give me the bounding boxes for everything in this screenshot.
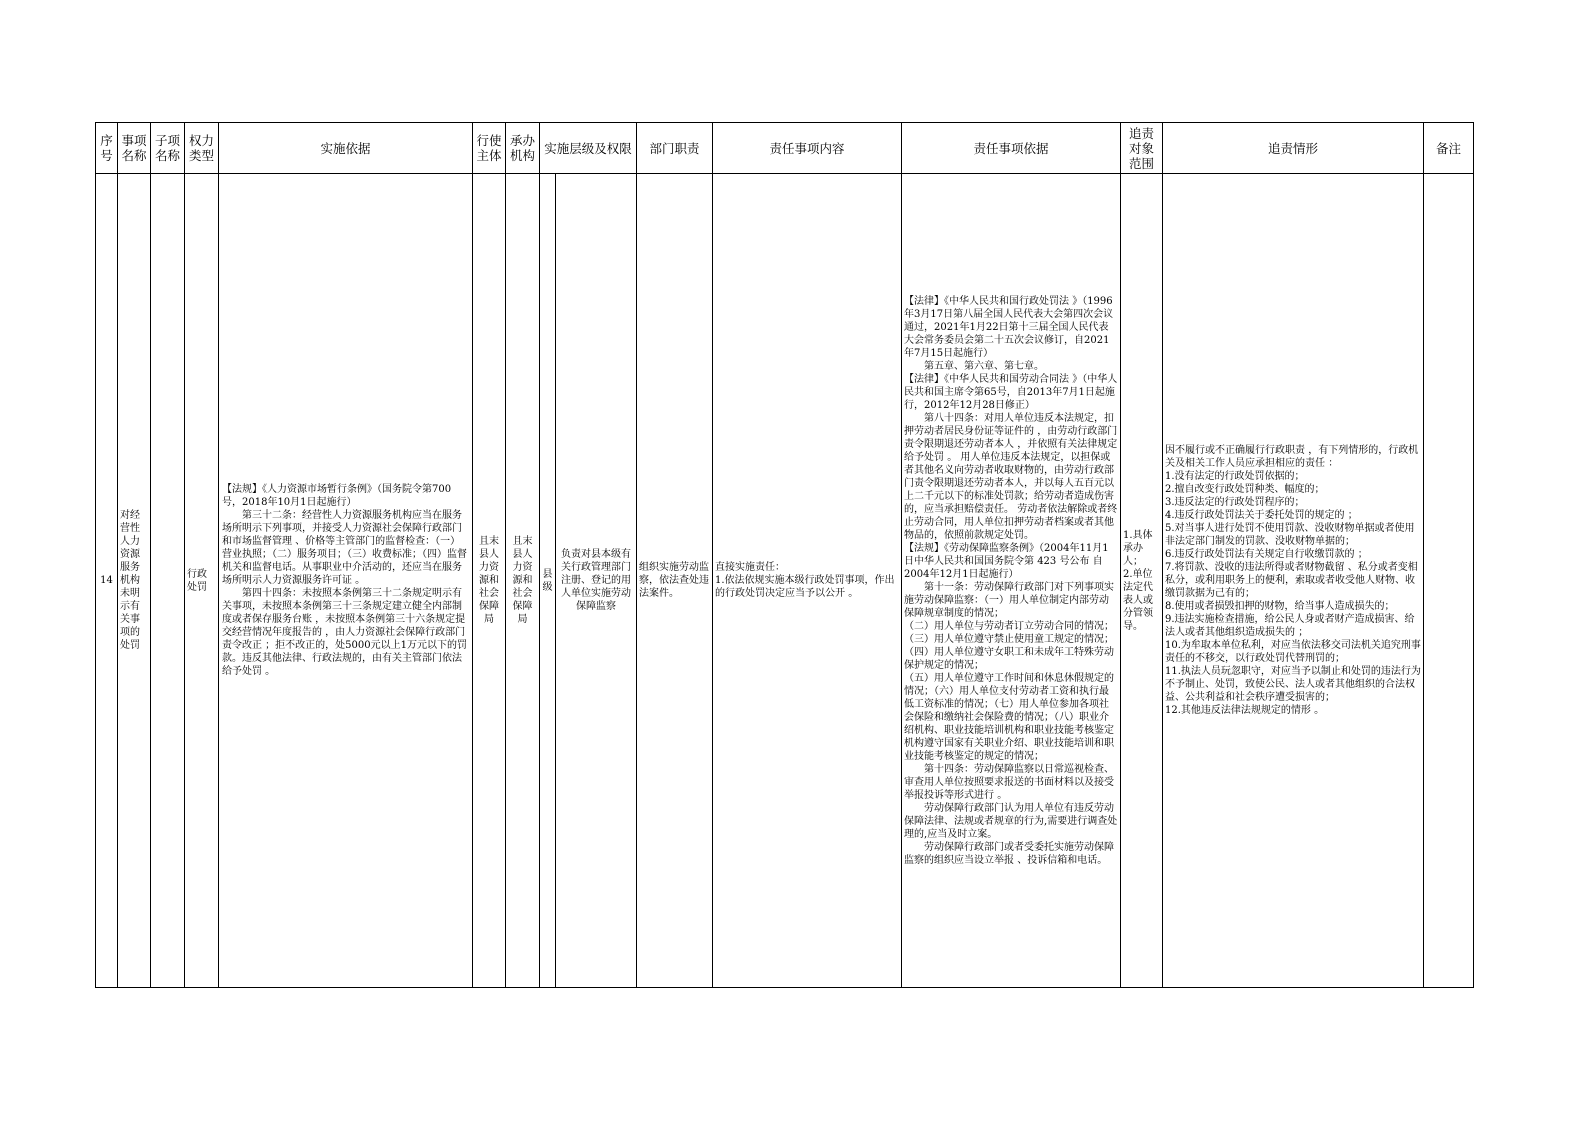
header-item-name: 事项名称 [118, 123, 151, 174]
header-row [96, 123, 1474, 174]
header-organ: 承办机构 [506, 123, 540, 174]
cell-power-type: 行政处罚 [185, 174, 219, 988]
cell-organ: 且末县人力资源和社会保障局 [506, 174, 540, 988]
cell-remark [1424, 174, 1474, 988]
cell-dept-duty: 组织实施劳动监察，依法查处违法案件。 [637, 174, 713, 988]
header-resp-content: 责任事项内容 [713, 123, 902, 174]
accountability-table [95, 122, 1474, 988]
cell-item-name: 对经营性人力资源服务机构未明示有关事项的处罚 [118, 174, 151, 988]
header-dept-duty: 部门职责 [637, 123, 713, 174]
cell-sub-item-name [151, 174, 185, 988]
cell-seq: 14 [96, 174, 118, 988]
header-account-scope: 追责对象范围 [1121, 123, 1163, 174]
header-level: 实施层级及权限 [540, 123, 637, 174]
header-power-type: 权力类型 [185, 123, 219, 174]
cell-resp-content: 直接实施责任： 1.依法依规实施本级行政处罚事项，作出的行政处罚决定应当予以公开 。 [713, 174, 902, 988]
cell-level-power: 负责对县本级有关行政管理部门注册、登记的用人单位实施劳动保障监察 [556, 174, 637, 988]
cell-account-scope: 1.具体承办人； 2.单位法定代表人或分管领导。 [1121, 174, 1163, 988]
cell-subject: 且末县人力资源和社会保障局 [473, 174, 506, 988]
header-resp-basis: 责任事项依据 [902, 123, 1121, 174]
header-subject: 行使主体 [473, 123, 506, 174]
header-account-cases: 追责情形 [1163, 123, 1424, 174]
cell-basis: 【法规】《人力资源市场暂行条例》（国务院令第700号，2018年10月1日起施行） 第三十二条：经营性人力资源服务机构应当在服务场所明示下列事项，并接受人力资源社会保障行政部门和市场监督管理 、价格等主管部门的监督检查：（一）营业执照；（二）服务项目；（三）收费标准；（四）监督机关和监督电话。从事职业中介活动的，还应当在服务场所明示人力资源服务许可证 。 第四十四条：未按照本条例第三十二条规定明示有关事项，未按照本条例第三十三条规定建立健全内部制度或者保存服务台账 ，未按照本条例第三十六条规定提交经营情况年度报告的 ，由人力资源社会保障行政部门责令改正 ；拒不改正的，处5000元以上1万元以下的罚款。违反其他法律、行政法规的，由有关主管部门依法给予处罚 。 [219, 174, 473, 988]
header-seq: 序号 [96, 123, 118, 174]
cell-level-name: 县级 [540, 174, 556, 988]
header-sub-item-name: 子项名称 [151, 123, 185, 174]
header-basis: 实施依据 [219, 123, 473, 174]
header-remark: 备注 [1424, 123, 1474, 174]
table-row [96, 174, 1474, 988]
cell-resp-basis: 【法律】《中华人民共和国行政处罚法 》（1996年3月17日第八届全国人民代表大会第四次会议通过，2021年1月22日第十三届全国人民代表大会常务委员会第二十五次会议修订，自2021年7月15日起施行） 第五章、第六章、第七章。 【法律】《中华人民共和国劳动合同法 》（中华人民共和国主席令第65号，自2013年7月1日起施行，2012年12月28日修正） 第八十四条：对用人单位违反本法规定，扣押劳动者居民身份证等证件的 ，由劳动行政部门责令限期退还劳动者本人 ，并依照有关法律规定给予处罚 。 用人单位违反本法规定，以担保或者其他名义向劳动者收取财物的，由劳动行政部门责令限期退还劳动者本人，并以每人五百元以上二千元以下的标准处罚款；给劳动者造成伤害的，应当承担赔偿责任。 劳动者依法解除或者终止劳动合同，用人单位扣押劳动者档案或者其他物品的，依照前款规定处罚。 【法规】《劳动保障监察条例》（2004年11月1日中华人民共和国国务院令第 423 号公布 自2004年12月1日起施行） 第十一条：劳动保障行政部门对下列事项实施劳动保障监察：（一）用人单位制定内部劳动保障规章制度的情况； （二）用人单位与劳动者订立劳动合同的情况；（三）用人单位遵守禁止使用童工规定的情况；（四）用人单位遵守女职工和未成年工特殊劳动保护规定的情况； （五）用人单位遵守工作时间和休息休假规定的情况；（六）用人单位支付劳动者工资和执行最低工资标准的情况；（七）用人单位参加各项社会保险和缴纳社会保险费的情况；（八）职业介绍机构、职业技能培训机构和职业技能考核鉴定机构遵守国家有关职业介绍、职业技能培训和职业技能考核鉴定的规定的情况； 第十四条：劳动保障监察以日常巡视检查、审查用人单位按照要求报送的书面材料以及接受举报投诉等形式进行 。 劳动保障行政部门认为用人单位有违反劳动保障法律、法规或者规章的行为,需要进行调查处理的,应当及时立案。 劳动保障行政部门或者受委托实施劳动保障监察的组织应当设立举报 、投诉信箱和电话。 [902, 174, 1121, 988]
cell-account-cases: 因不履行或不正确履行行政职责 ，有下列情形的，行政机关及相关工作人员应承担相应的责任 ： 1.没有法定的行政处罚依据的； 2.擅自改变行政处罚种类、幅度的； 3.违反法定的行政处罚程序的； 4.违反行政处罚法关于委托处罚的规定的 ； 5.对当事人进行处罚不使用罚款、没收财物单据或者使用非法定部门制发的罚款、没收财物单据的； 6.违反行政处罚法有关规定自行收缴罚款的 ； 7.将罚款、没收的违法所得或者财物截留 、私分或者变相私分，或利用职务上的便利，索取或者收受他人财物、收缴罚款据为己有的； 8.使用或者损毁扣押的财物，给当事人造成损失的； 9.违法实施检查措施，给公民人身或者财产造成损害、给法人或者其他组织造成损失的 ； 10.为牟取本单位私利，对应当依法移交司法机关追究刑事责任的不移交，以行政处罚代替刑罚的； 11.执法人员玩忽职守，对应当予以制止和处罚的违法行为不予制止、处罚，致使公民、法人或者其他组织的合法权益、公共利益和社会秩序遭受损害的； 12.其他违反法律法规规定的情形 。 [1163, 174, 1424, 988]
